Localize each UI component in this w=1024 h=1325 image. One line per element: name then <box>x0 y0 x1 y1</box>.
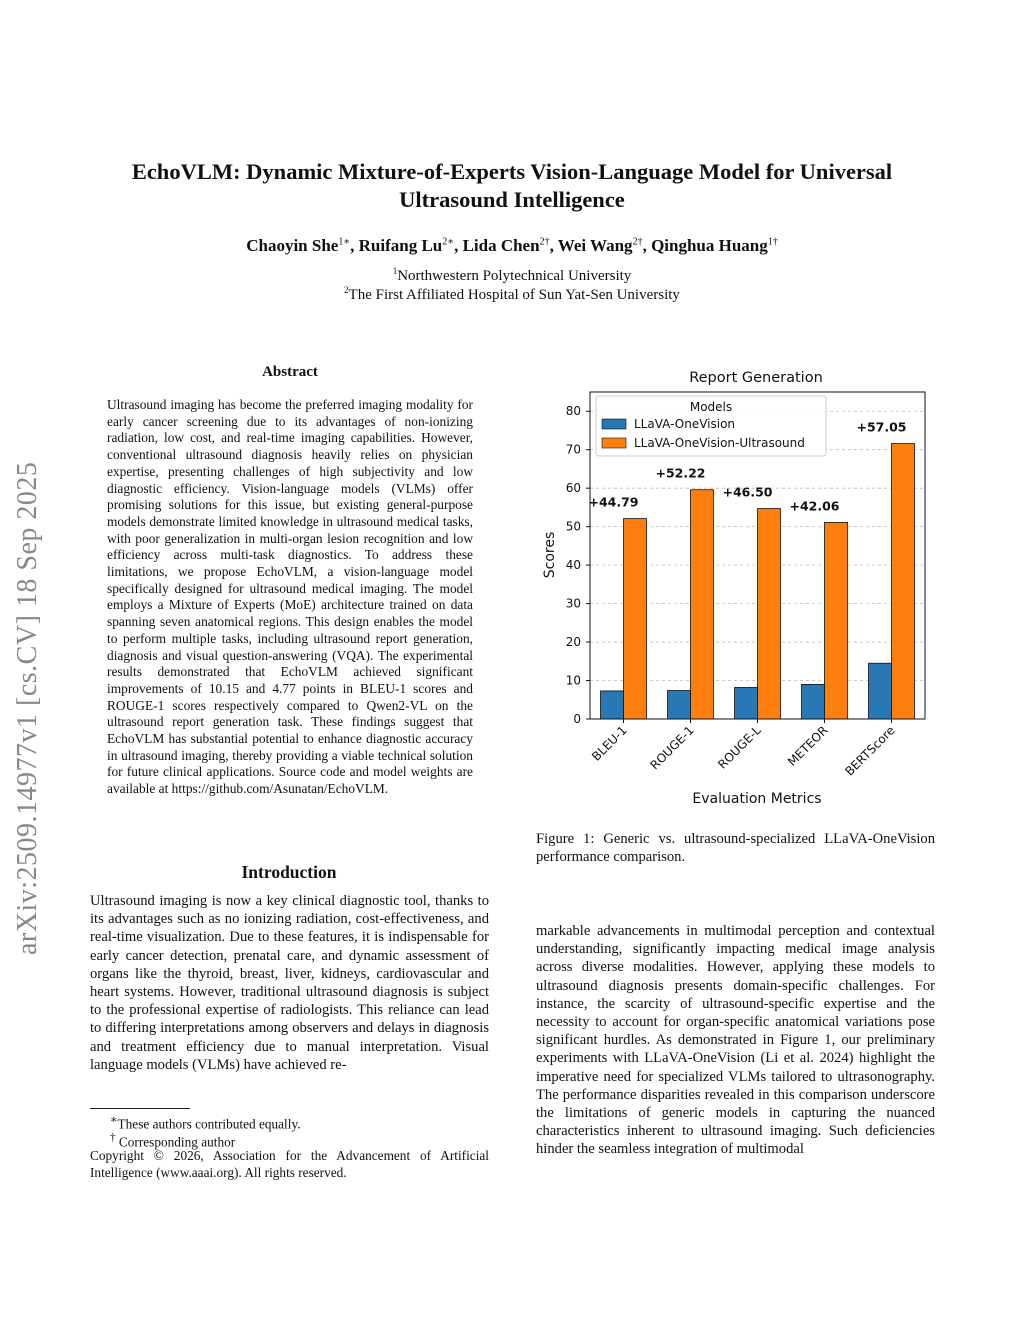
y-tick-label: 80 <box>565 404 581 419</box>
paper-title <box>60 158 964 214</box>
bar-generic <box>668 691 691 719</box>
bar-generic <box>802 684 825 719</box>
legend-label-llava-onevision-ultrasound: LLaVA-OneVision-Ultrasound <box>634 436 805 450</box>
bar-generic <box>735 687 758 719</box>
x-tick-label: ROUGE-L <box>715 723 764 772</box>
legend-title: Models <box>689 400 733 414</box>
x-tick-label: METEOR <box>784 723 831 769</box>
abstract-text: Ultrasound imaging has become the preferred imaging modality for early cancer screening due to its advantages of non-ionizing radiation, low cost, and real-time imaging capabilities. However, conventional ultrasound diagnosis heavily relies on physician expertise, presenting challenges of high subjectivity and low diagnostic efficiency. Vision-language models (VLMs) offer promising solutions for this issue, but existing general-purpose models demonstrate limited knowledge in ultrasound medical tasks, with poor generalization in multi-organ lesion recognition and low efficiency across multi-task diagnostics. To address these limitations, we propose EchoVLM, a vision-language model specifically designed for ultrasound medical imaging. The model employs a Mixture of Experts (MoE) architecture trained on data spanning seven anatomical regions. This design enables the model to perform multiple tasks, including ultrasound report generation, diagnosis and visual question-answering (VQA). The experimental results demonstrated that EchoVLM achieved significant improvements of 10.15 and 4.77 points in BLEU-1 scores and ROUGE-1 scores respectively compared to Qwen2-VL on the ultrasound report generation task. These findings suggest that EchoVLM has substantial potential to enhance diagnostic accuracy in ultrasound imaging, thereby providing a viable technical solution for future clinical applications. Source code and model weights are available at https://github.com/Asunatan/EchoVLM. <box>107 397 473 797</box>
bar-generic <box>601 691 624 719</box>
y-tick-label: 20 <box>565 635 581 650</box>
author: Lida Chen$^{2\dagger}$ <box>462 236 550 255</box>
bar-ultrasound <box>691 490 714 719</box>
bar-ultrasound <box>624 519 647 719</box>
x-tick-label: BERTScore <box>842 723 898 779</box>
x-axis-ticks <box>589 719 897 779</box>
arxiv-identifier: arXiv:2509.14977v1 [cs.CV] 18 Sep 2025 <box>12 461 43 955</box>
x-axis-label: Evaluation Metrics <box>692 791 822 807</box>
figure-caption: Figure 1: Generic vs. ultrasound-specialized LLaVA-OneVision performance comparison. <box>536 831 935 866</box>
y-tick-label: 40 <box>565 558 581 573</box>
footnote-corresponding: † Corresponding author <box>110 1132 236 1150</box>
report-generation-chart <box>536 360 936 810</box>
y-axis-label: Scores <box>542 531 558 579</box>
bar-generic <box>869 663 892 719</box>
chart-legend <box>596 396 826 456</box>
title-line-2: Ultrasound Intelligence <box>399 187 625 212</box>
x-tick-label: ROUGE-1 <box>647 723 697 773</box>
bar-annotation: +52.22 <box>655 465 706 481</box>
bar-annotation: +44.79 <box>588 494 639 510</box>
x-tick-label: BLEU-1 <box>589 723 630 764</box>
introduction-continuation: markable advancements in multimodal perception and contextual understanding, significantly impacting medical image analysis across diverse modalities. However, applying these models to ultrasound diagnosis presents domain-specific challenges. For instance, the scarcity of ultrasound-specific expertise and the necessity to account for organ-specific anatomical variations pose significant hurdles. As demonstrated in Figure 1, our preliminary experiments with LLaVA-OneVision (Li et al. 2024) highlight the imperative need for specialized VLMs tailored to ultrasonography. The performance disparities revealed in this comparison underscore the limitations of generic models in capturing the nuanced characteristics inherent to ultrasound imaging. Such deficiencies hinder the seamless integration of multimodal <box>536 923 935 1158</box>
y-tick-label: 50 <box>565 519 581 534</box>
title-line-1: EchoVLM: Dynamic Mixture-of-Experts Vision-Language Model for Universal <box>131 159 893 184</box>
y-tick-label: 10 <box>565 673 581 688</box>
author: Ruifang $Lu^{2∗}$ <box>358 236 455 255</box>
introduction-text: Ultrasound imaging is now a key clinical diagnostic tool, thanks to its advantages such as no ionizing radiation, cost-effectiveness, and real-time visualization. Due to these features, it is indispensable for early cancer detection, prenatal care, and dynamic assessment of organs like the thyroid, breast, liver, kidneys, cardiovascular and heart systems. However, traditional ultrasound diagnosis is subject to the professional expertise of radiologists. This reliance can lead to differing interpretations among observers and delays in diagnosis and treatment efficiency due to manual interpretation. Visual language models (VLMs) have achieved re- <box>90 893 489 1073</box>
introduction-heading: Introduction <box>241 862 337 882</box>
bar-annotation: +57.05 <box>856 419 907 435</box>
abstract-heading: Abstract <box>262 364 318 380</box>
y-axis-ticks <box>566 404 590 726</box>
author: Qinghua Huang$^{1\dagger}$ <box>651 236 778 255</box>
y-tick-label: 70 <box>565 442 581 457</box>
affiliation-2: $^2$The First Affiliated Hospital of Sun Yat-Sen University <box>344 285 680 303</box>
affiliation-1: $^1$Northwestern Polytechnical University <box>392 266 632 284</box>
y-tick-label: 30 <box>565 596 581 611</box>
footnote-rule <box>90 1108 190 1109</box>
bar-ultrasound <box>892 444 915 719</box>
footnote-equal-contribution: ∗These authors contributed equally. <box>110 1114 301 1132</box>
bar-ultrasound <box>758 509 781 719</box>
chart-title: Report Generation <box>689 370 823 386</box>
bar-annotation: +42.06 <box>789 498 840 514</box>
author: Chaoyin She$^{1∗}$ <box>246 236 351 255</box>
bar-annotation: +46.50 <box>722 484 773 500</box>
legend-swatch-llava-onevision <box>602 419 626 429</box>
legend-swatch-llava-onevision-ultrasound <box>602 438 626 448</box>
y-tick-label: 0 <box>573 712 581 726</box>
legend-label-llava-onevision: LLaVA-OneVision <box>634 417 736 431</box>
author-list: Chaoyin She$^{1∗}$, Ruifang $Lu^{2∗}$, Lida Chen$^{2\dagger}$, Wei Wang$^{2\dagger}$, Qinghua Huang$^{1\dagger}$ <box>246 236 778 255</box>
author: Wei Wang$^{2\dagger}$ <box>557 236 643 255</box>
bar-ultrasound <box>825 522 848 719</box>
y-tick-label: 60 <box>565 481 581 496</box>
copyright-notice: Copyright © 2026, Association for the Advancement of Artificial Intelligence (www.aaai.org). All rights reserved. <box>90 1148 489 1180</box>
